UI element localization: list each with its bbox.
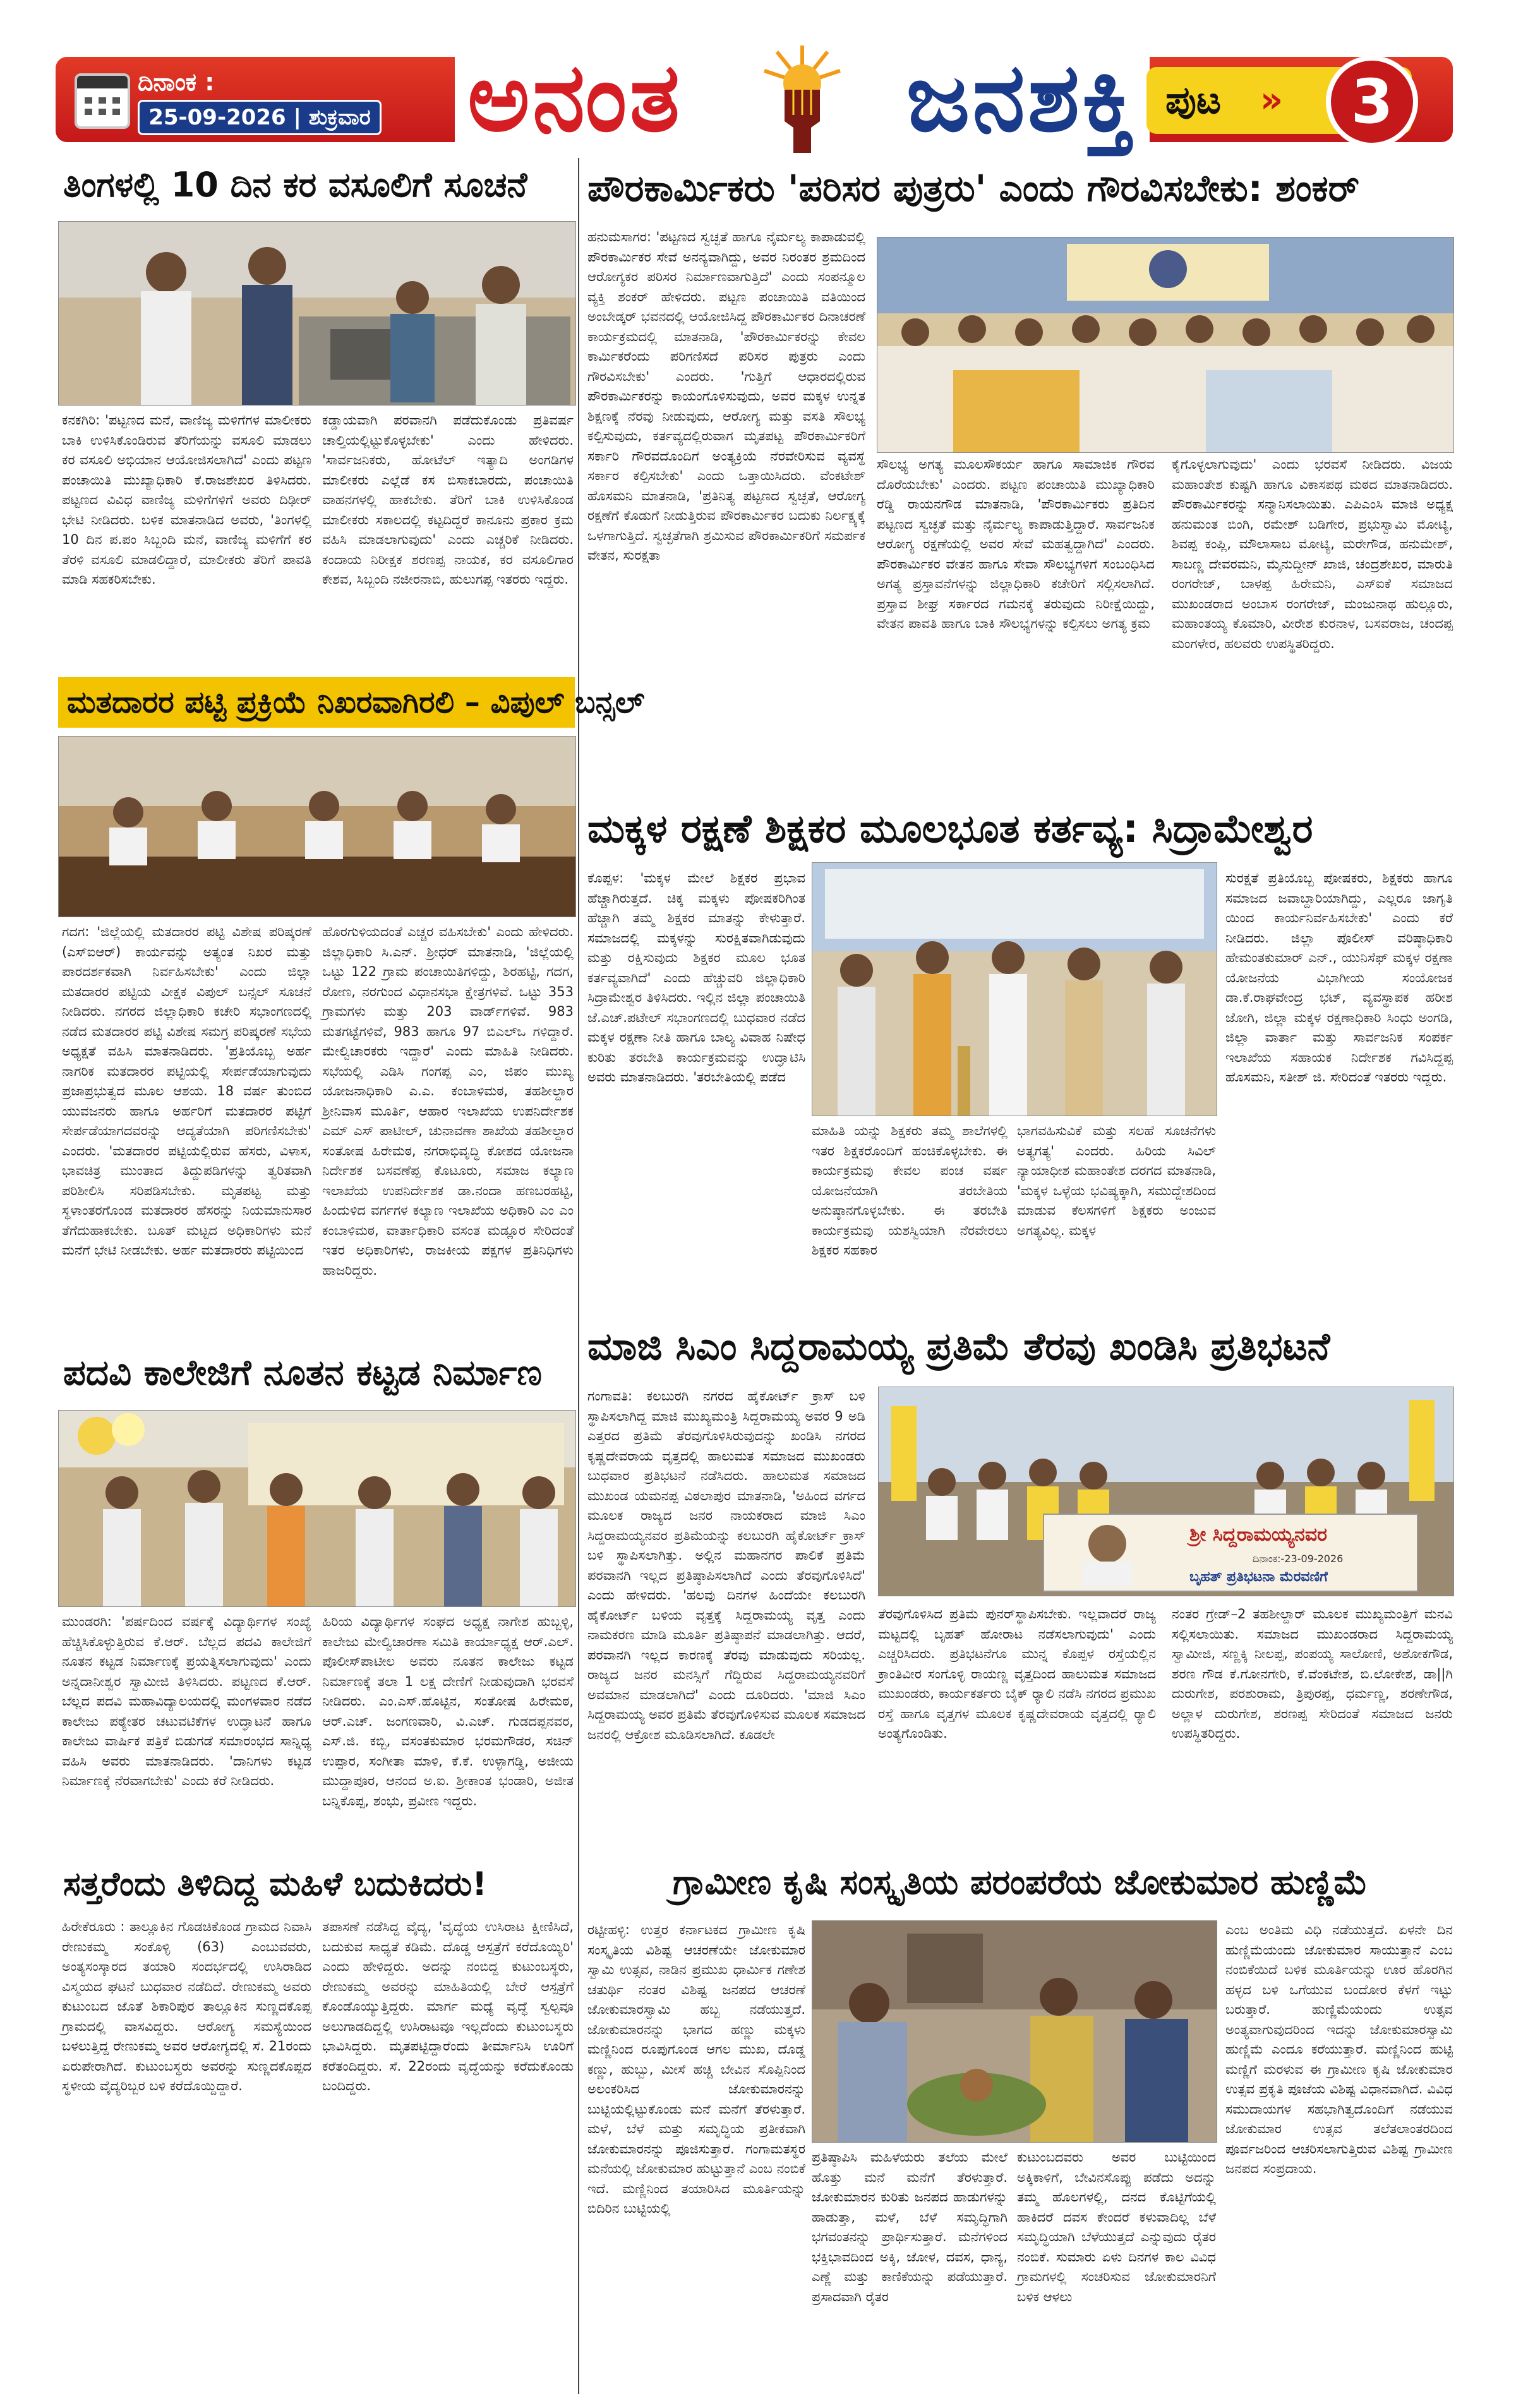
article-jokumara-col4: ಎಂಬ ಅಂತಿಮ ವಿಧಿ ನಡೆಯುತ್ತದೆ. ಏಳನೇ ದಿನ ಹುಣ್ಣಿಮೆಯಂದು ಜೋಕುಮಾರ ಸಾಯುತ್ತಾನೆ ಎಂಬ ನಂಬಿಕೆಯಿದೆ ಬಳಿಕ ಮೂರ್ತಿಯನ್ನು ಊರ ಹೊರಗಿನ ಹಳ್ಳದ ಬಳಿ ಒಗೆಯುವ ಬಂದೋರ ಕೆಳಗೆ ಇಟ್ಟು ಬರುತ್ತಾರೆ. ಹುಣ್ಣಿಮೆಯಂದು ಉತ್ಸವ ಅಂತ್ಯವಾಗುವುದರಿಂದ ಇದನ್ನು ಜೋಕುಮಾರಸ್ವಾಮಿ ಹುಣ್ಣಿಮೆ ಎಂದೂ ಕರೆಯುತ್ತಾರೆ. ಮಣ್ಣಿನಿಂದ ಹುಟ್ಟಿ ಮಣ್ಣಿಗೆ ಮರಳುವ ಈ ಗ್ರಾಮೀಣ ಕೃಷಿ ಜೋಕುಮಾರ ಉತ್ಸವ ಪ್ರಕೃತಿ ಪೂಜೆಯ ವಿಶಿಷ್ಟ ವಿಧಾನವಾಗಿದೆ. ವಿವಿಧ ಸಮುದಾಯಗಳ ಸಹಭಾಗಿತ್ವದೊಂದಿಗೆ ನಡೆಯುವ ಜೋಕುಮಾರ ಉತ್ಸವ ತಲೆತಲಾಂತರದಿಂದ ಪೂರ್ವಜರಿಂದ ಆಚರಿಸಲಾಗುತ್ತಿರುವ ವಿಶಿಷ್ಟ ಗ್ರಾಮೀಣ ಜನಪದ ಸಂಪ್ರದಾಯ. <box>1225 1922 1453 2176</box>
banner-date: ದಿನಾಂಕ:-23-09-2026 <box>1253 1553 1344 1565</box>
article-statue-protest-col2: ತೆರವುಗೊಳಿಸಿದ ಪ್ರತಿಮೆ ಪುನರ್‌ಸ್ಥಾಪಿಸಬೇಕು. ಇಲ್ಲವಾದರೆ ರಾಜ್ಯ ಮಟ್ಟದಲ್ಲಿ ಬೃಹತ್ ಹೋರಾಟ ನಡೆಸಲಾಗುವುದು' ಎಂದು ಎಚ್ಚರಿಸಿದರು. ಪ್ರತಿಭಟನೆಗೂ ಮುನ್ನ ಕೊಪ್ಪಳ ರಸ್ತೆಯಲ್ಲಿನ ಕ್ರಾಂತಿವೀರ ಸಂಗೊಳ್ಳಿ ರಾಯಣ್ಣ ವೃತ್ತದಿಂದ ಹಾಲುಮತ ಸಮಾಜದ ಮುಖಂಡರು, ಕಾರ್ಯಕರ್ತರು ಬೈಕ್ ರ‍್ಯಾಲಿ ನಡೆಸಿ ನಗರದ ಪ್ರಮುಖ ರಸ್ತೆ ಹಾಗೂ ವೃತ್ತಗಳ ಮೂಲಕ ಕೃಷ್ಣದೇವರಾಯ ವೃತ್ತದಲ್ಲಿ ರ‍್ಯಾಲಿ ಅಂತ್ಯಗೊಂಡಿತು. <box>878 1606 1156 1741</box>
article-pourakarmika-col1: ಹನುಮಸಾಗರ: 'ಪಟ್ಟಣದ ಸ್ವಚ್ಛತೆ ಹಾಗೂ ನೈರ್ಮಲ್ಯ ಕಾಪಾಡುವಲ್ಲಿ ಪೌರಕಾರ್ಮಿಕರ ಸೇವೆ ಅನನ್ಯವಾಗಿದ್ದು, ಅವರ ನಿರಂತರ ಶ್ರಮದಿಂದ ಆರೋಗ್ಯಕರ ಪರಿಸರ ನಿರ್ಮಾಣವಾಗುತ್ತಿದೆ' ಎಂದು ಸಂಪನ್ಮೂಲ ವ್ಯಕ್ತಿ ಶಂಕರ್ ಹೇಳಿದರು. ಪಟ್ಟಣ ಪಂಚಾಯಿತಿ ವತಿಯಿಂದ ಅಂಬೇಡ್ಕರ್ ಭವನದಲ್ಲಿ ಆಯೋಜಿಸಿದ್ದ ಪೌರಕಾರ್ಮಿಕರ ದಿನಾಚರಣೆ ಕಾರ್ಯಕ್ರಮದಲ್ಲಿ ಮಾತನಾಡಿ, 'ಪೌರಕಾರ್ಮಿಕರನ್ನು ಕೇವಲ ಕಾರ್ಮಿಕರೆಂದು ಪರಿಗಣಿಸದೆ ಪರಿಸರ ಪುತ್ರರು ಎಂದು ಗೌರವಿಸಬೇಕು' ಎಂದರು. 'ಗುತ್ತಿಗೆ ಆಧಾರದಲ್ಲಿರುವ ಪೌರಕಾರ್ಮಿಕರನ್ನು ಕಾಯಂಗೊಳಿಸುವುದು, ಅವರ ಮಕ್ಕಳ ಉನ್ನತ ಶಿಕ್ಷಣಕ್ಕೆ ನೆರವು ನೀಡುವುದು, ಆರೋಗ್ಯ ಮತ್ತು ವಸತಿ ಸೌಲಭ್ಯ ಕಲ್ಪಿಸುವುದು, ಕರ್ತವ್ಯದಲ್ಲಿರುವಾಗ ಮೃತಪಟ್ಟ ಪೌರಕಾರ್ಮಿಕರಿಗೆ ಸರ್ಕಾರಿ ಗೌರವದೊಂದಿಗೆ ಅಂತ್ಯಕ್ರಿಯೆ ನೆರವೇರಿಸುವ ವ್ಯವಸ್ಥೆ ಸರ್ಕಾರ ಕಲ್ಪಿಸಬೇಕು' ಎಂದು ಒತ್ತಾಯಿಸಿದರು. ವೆಂಕಟೇಶ್ ಹೊಸಮನಿ ಮಾತನಾಡಿ, 'ಪ್ರತಿನಿತ್ಯ ಪಟ್ಟಣದ ಸ್ವಚ್ಛತೆ, ಆರೋಗ್ಯ ರಕ್ಷಣೆಗೆ ಕೊಡುಗೆ ನೀಡುತ್ತಿರುವ ಪೌರಕಾರ್ಮಿಕರ ಬದುಕು ನಿರ್ಲಕ್ಷ್ಯಕ್ಕೆ ಒಳಗಾಗುತ್ತಿದೆ. ಸ್ವಚ್ಛತೆಗಾಗಿ ಶ್ರಮಿಸುವ ಪೌರಕಾರ್ಮಿಕರಿಗೆ ಸಮರ್ಪಕ ವೇತನ, ಸುರಕ್ಷತಾ <box>587 229 865 563</box>
newspaper-logo <box>455 39 1150 159</box>
article-jokumara-col1: ರಟ್ಟೀಹಳ್ಳಿ: ಉತ್ತರ ಕರ್ನಾಟಕದ ಗ್ರಾಮೀಣ ಕೃಷಿ ಸಂಸ್ಕೃತಿಯ ವಿಶಿಷ್ಟ ಆಚರಣೆಯೇ ಜೋಕುಮಾರ ಸ್ವಾಮಿ ಉತ್ಸವ, ನಾಡಿನ ಪ್ರಮುಖ ಧಾರ್ಮಿಕ ಗಣೇಶ ಚತುರ್ಥಿ ನಂತರ ವಿಶಿಷ್ಟ ಜನಪದ ಆಚರಣೆ ಜೋಕುಮಾರಸ್ವಾಮಿ ಹಬ್ಬ ನಡೆಯುತ್ತದೆ. ಜೋಕುಮಾರನನ್ನು ಭಾಗದ ಹಣ್ಣು ಮಕ್ಕಳು ಮಣ್ಣಿನಿಂದ ರೂಪುಗೊಂಡ ಆಗಲ ಮುಖ, ದೊಡ್ಡ ಕಣ್ಣು, ಹುಬ್ಬು, ಮೀಸೆ ಹಚ್ಚಿ ಬೇವಿನ ಸೊಪ್ಪಿನಿಂದ ಅಲಂಕರಿಸಿದ ಜೋಕುಮಾರನನ್ನು ಬುಟ್ಟಿಯಲ್ಲಿಟ್ಟುಕೊಂಡು ಮನೆ ಮನೆಗೆ ತೆರಳುತ್ತಾರೆ. ಮಳೆ, ಬೆಳೆ ಮತ್ತು ಸಮೃದ್ಧಿಯ ಪ್ರತೀಕವಾಗಿ ಜೋಕುಮಾರನನ್ನು ಪೂಜಿಸುತ್ತಾರೆ. ಗಂಗಾಮತಸ್ಥರ ಮನೆಯಲ್ಲಿ ಜೋಕುಮಾರ ಹುಟ್ಟುತ್ತಾನೆ ಎಂಬ ನಂಬಿಕೆ ಇದೆ. ಮಣ್ಣಿನಿಂದ ತಯಾರಿಸಿದ ಮೂರ್ತಿಯನ್ನು ಬಿದಿರಿನ ಬುಟ್ಟಿಯಲ್ಲಿ <box>587 1922 805 2216</box>
headline-pourakarmika: ಪೌರಕಾರ್ಮಿಕರು 'ಪರಿಸರ ಪುತ್ರರು' ಎಂದು ಗೌರವಿಸಬೇಕು: ಶಂಕರ್ <box>587 167 1360 210</box>
date-value: 25-09-2026 | ಶುಕ್ರವಾರ <box>138 100 382 135</box>
logo-title-left: ಅನಂತ <box>467 43 683 153</box>
logo-title-right: ಜನಶಕ್ತಿ <box>906 43 1137 153</box>
article-pourakarmika-col3: ಕೈಗೊಳ್ಳಲಾಗುವುದು' ಎಂದು ಭರವಸೆ ನೀಡಿದರು. ವಿಜಯ ಮಹಾಂತೇಶ ಕುಷ್ಟಗಿ ಹಾಗೂ ವಿಕಾಸಪಥ ಮಠದ ಮಾತನಾಡಿದರು. ಪೌರಕಾರ್ಮಿಕರನ್ನು ಸನ್ಮಾನಿಸಲಾಯಿತು. ಎಪಿಎಂಸಿ ಮಾಜಿ ಅಧ್ಯಕ್ಷ ಹನುಮಂತ ಬಿಂಗಿ, ರಮೇಶ್ ಬಡಿಗೇರ, ಪ್ರಭುಸ್ವಾಮಿ ಮೋಟ್ಯಿ, ಶಿವಪ್ಪ ಕಂಪ್ಲಿ, ಮೌಲಾಸಾಬ ಮೋಟ್ಯಿ, ಮರೇಗೌಡ, ಹನುಮೇಶ್, ಸಾಬಣ್ಣ ದೇವರಮನಿ, ಮೈನುದ್ದೀನ್ ಖಾಜಿ, ಚಂದ್ರಶೇಖರ, ಮಾರುತಿ ರಂಗರೇಜ್, ಬಾಳಪ್ಪ ಹಿರೇಮನಿ, ಎಸ್‌ಐಕೆ ಸಮಾಜದ ಮುಖಂಡರಾದ ಅಂಬಾಸ ರಂಗರೇಜ್, ಮಂಜುನಾಥ ಹುಲ್ಲೂರು, ಮಹಾಂತಯ್ಯ ಕೊಮಾರಿ, ವೀರೇಶ ಕುರನಾಳ, ಬಸವರಾಜ, ಚಂದಪ್ಪ ಮಂಗಳೇರ, ಹಲವರು ಉಪಸ್ಥಿತರಿದ್ದರು. <box>1172 457 1453 651</box>
photo-jokumara-festival <box>812 1920 1217 2143</box>
page-label: ಪುಟ <box>1165 78 1222 123</box>
headline-child-protection: ಮಕ್ಕಳ ರಕ್ಷಣೆ ಶಿಕ್ಷಕರ ಮೂಲಭೂತ ಕರ್ತವ್ಯ: ಸಿದ್ರಾಮೇಶ್ವರ <box>587 805 1313 852</box>
photo-college-event <box>58 1410 576 1607</box>
page-indicator <box>1146 66 1412 137</box>
banner-title: ಶ್ರೀ ಸಿದ್ದರಾಮಯ್ಯನವರ <box>1189 1524 1327 1546</box>
protest-banner <box>1043 1514 1418 1592</box>
banner-portrait-graphic <box>1057 1519 1158 1587</box>
article-jokumara-col2: ಪ್ರತಿಷ್ಠಾಪಿಸಿ ಮಹಿಳೆಯರು ತಲೆಯ ಮೇಲೆ ಹೊತ್ತು ಮನೆ ಮನೆಗೆ ತೆರಳುತ್ತಾರೆ. ಜೋಕುಮಾರನ ಕುರಿತು ಜನಪದ ಹಾಡುಗಳನ್ನು ಹಾಡುತ್ತಾ, ಮಳೆ, ಬೆಳೆ ಸಮೃದ್ಧಿಗಾಗಿ ಭಗವಂತನನ್ನು ಪ್ರಾರ್ಥಿಸುತ್ತಾರೆ. ಮನೆಗಳಿಂದ ಭಕ್ತಿಭಾವದಿಂದ ಅಕ್ಕಿ, ಜೋಳ, ದವಸ, ಧಾನ್ಯ, ಎಣ್ಣೆ ಮತ್ತು ಕಾಣಿಕೆಯನ್ನು ಪಡೆಯುತ್ತಾರೆ. ಪ್ರಸಾದವಾಗಿ ರೈತರ <box>812 2150 1008 2304</box>
article-jokumara-col3: ಕುಟುಂಬದವರು ಅವರ ಬುಟ್ಟಿಯಿಂದ ಅಕ್ಕಿಕಾಳಿಗೆ, ಬೇವಿನಸೊಪ್ಪು ಪಡೆದು ಅದನ್ನು ತಮ್ಮ ಹೊಲಗಳಲ್ಲಿ, ದನದ ಕೊಟ್ಟಿಗೆಯಲ್ಲಿ ಹಾಕಿದರೆ ದವಸ ಕೇಂದರೆ ಕಳುವಾದಿಲ್ಲ ಬೆಳೆ ಸಮೃದ್ಧಿಯಾಗಿ ಬೆಳೆಯುತ್ತದೆ ಎನ್ನುವುದು ರೈತರ ನಂಬಿಕೆ. ಸುಮಾರು ಏಳು ದಿನಗಳ ಕಾಲ ವಿವಿಧ ಗ್ರಾಮಗಳಲ್ಲಿ ಸಂಚರಿಸುವ ಜೋಕುಮಾರನಿಗೆ ಬಳಿಕ ಆಳಲು <box>1017 2150 1216 2304</box>
article-college-col2: ಹಿರಿಯ ವಿದ್ಯಾರ್ಥಿಗಳ ಸಂಘದ ಅಧ್ಯಕ್ಷ ನಾಗೇಶ ಹುಬ್ಬಳ್ಳಿ, ಕಾಲೇಜು ಮೇಲ್ವಿಚಾರಣಾ ಸಮಿತಿ ಕಾರ್ಯಾಧ್ಯಕ್ಷ ಆರ್.ಎಲ್. ಪೊಲೀಸ್‌ಪಾಟೀಲ ಅವರು ನೂತನ ಕಾಲೇಜು ಕಟ್ಟಡ ನಿರ್ಮಾಣಕ್ಕೆ ತಲಾ 1 ಲಕ್ಷ ದೇಣಿಗೆ ನೀಡುವುದಾಗಿ ಭರವಸೆ ನೀಡಿದರು. ಎಂ.ಎಸ್.ಹೊಟ್ಟಿನ, ಸಂತೋಷ ಹಿರೇಮಠ, ಆರ್.ಎಚ್. ಜಂಗಣವಾರಿ, ವಿ.ಎಚ್. ಗುಡದಪ್ಪನವರ, ಎಸ್.ಜಿ. ಕಬ್ಬಿ, ವಸಂತಕುಮಾರ ಭರಮಗೌಡರ, ಸಚಿನ್ ಉಪ್ಪಾರ, ಸಂಗೀತಾ ಮಾಳಿ, ಕೆ.ಕೆ. ಉಳ್ಳಾಗಡ್ಡಿ, ಅಜೀಯ ಮುದ್ದಾಪೂರ, ಆನಂದ ಅ.ಐ. ಶ್ರೀಕಾಂತ ಭಂಡಾರಿ, ಅಜೀತ ಬನ್ನಿಕೊಪ್ಪ, ಶಂಭು, ಪ್ರವೀಣ ಇದ್ದರು. <box>322 1614 574 1809</box>
article-child-protection-col2: ಮಾಹಿತಿ ಯನ್ನು ಶಿಕ್ಷಕರು ತಮ್ಮ ಶಾಲೆಗಳಲ್ಲಿ ಇತರ ಶಿಕ್ಷಕರೊಂದಿಗೆ ಹಂಚಿಕೊಳ್ಳಬೇಕು. ಈ ಕಾರ್ಯಕ್ರಮವು ಕೇವಲ ಪಂಚ ವರ್ಷ ಯೋಜನೆಯಾಗಿ ತರಬೇತಿಯ ಅನುಷ್ಠಾನಗೊಳ್ಳಬೇಕು. ಈ ತರಬೇತಿ ಕಾರ್ಯಕ್ರಮವು ಯಶಸ್ವಿಯಾಗಿ ನೆರವೇರಲು ಶಿಕ್ಷಕರ ಸಹಕಾರ <box>812 1123 1008 1258</box>
article-child-protection-col1: ಕೊಪ್ಪಳ: 'ಮಕ್ಕಳ ಮೇಲೆ ಶಿಕ್ಷಕರ ಪ್ರಭಾವ ಹೆಚ್ಚಾಗಿರುತ್ತದೆ. ಚಿಕ್ಕ ಮಕ್ಕಳು ಪೋಷಕರಿಗಿಂತ ಹೆಚ್ಚಾಗಿ ತಮ್ಮ ಶಿಕ್ಷಕರ ಮಾತನ್ನು ಕೇಳುತ್ತಾರೆ. ಸಮಾಜದಲ್ಲಿ ಮಕ್ಕಳನ್ನು ಸುರಕ್ಷಿತವಾಗಿಡುವುದು ಮತ್ತು ರಕ್ಷಿಸುವುದು ಶಿಕ್ಷಕರ ಮೂಲ ಭೂತ ಕರ್ತವ್ಯವಾಗಿದೆ' ಎಂದು ಹೆಚ್ಚುವರಿ ಜಿಲ್ಲಾಧಿಕಾರಿ ಸಿದ್ರಾಮೇಶ್ವರ ತಿಳಿಸಿದರು. ಇಲ್ಲಿನ ಜಿಲ್ಲಾ ಪಂಚಾಯಿತಿ ಜೆ.ಎಚ್.ಪಟೇಲ್ ಸಭಾಂಗಣದಲ್ಲಿ ಬುಧವಾರ ನಡೆದ ಮಕ್ಕಳ ರಕ್ಷಣಾ ನೀತಿ ಹಾಗೂ ಬಾಲ್ಯ ವಿವಾಹ ನಿಷೇಧ ಕುರಿತು ತರಬೇತಿ ಕಾರ್ಯಕ್ರಮವನ್ನು ಉದ್ಘಾಟಿಸಿ ಅವರು ಮಾತನಾಡಿದರು. 'ತರಬೇತಿಯಲ್ಲಿ ಪಡೆದ <box>587 870 805 1085</box>
article-statue-protest-col1: ಗಂಗಾವತಿ: ಕಲಬುರಗಿ ನಗರದ ಹೈಕೋರ್ಟ್ ಕ್ರಾಸ್ ಬಳಿ ಸ್ಥಾಪಿಸಲಾಗಿದ್ದ ಮಾಜಿ ಮುಖ್ಯಮಂತ್ರಿ ಸಿದ್ದರಾಮಯ್ಯ ಅವರ 9 ಅಡಿ ಎತ್ತರದ ಪ್ರತಿಮೆ ತೆರವುಗೊಳಿಸಿರುವುದನ್ನು ಖಂಡಿಸಿ ನಗರದ ಕೃಷ್ಣದೇವರಾಯ ವೃತ್ತದಲ್ಲಿ ಹಾಲುಮತ ಸಮಾಜದ ಮುಖಂಡರು ಬುಧವಾರ ಪ್ರತಿಭಟನೆ ನಡೆಸಿದರು. ಹಾಲುಮತ ಸಮಾಜದ ಮುಖಂಡ ಯಮನಪ್ಪ ವಿಠಲಾಪುರ ಮಾತನಾಡಿ, 'ಅಹಿಂದ ವರ್ಗದ ಮೂಲಕ ರಾಜ್ಯದ ಜನರ ನಾಯಕರಾದ ಮಾಜಿ ಸಿಎಂ ಸಿದ್ದರಾಮಯ್ಯನವರ ಪ್ರತಿಮೆಯನ್ನು ಕಲಬುರಗಿ ಹೈಕೋರ್ಟ್ ಕ್ರಾಸ್ ಬಳಿ ಸ್ಥಾಪಿಸಲಾಗಿತ್ತು. ಅಲ್ಲಿನ ಮಹಾನಗರ ಪಾಲಿಕೆ ಪ್ರತಿಮೆ ಪರವಾನಗಿ ಇಲ್ಲದ ಪ್ರತಿಷ್ಠಾಪಿಸಲಾಗಿದೆ ಎಂದು ತೆರವುಗೊಳಿಸಿದೆ' ಎಂದು ಹೇಳಿದರು. 'ಹಲವು ದಿನಗಳ ಹಿಂದೆಯೇ ಕಲಬುರಗಿ ಹೈಕೋರ್ಟ್ ಬಳಿಯ ವೃತ್ತಕ್ಕೆ ಸಿದ್ದರಾಮಯ್ಯ ವೃತ್ತ ಎಂದು ನಾಮಕರಣ ಮಾಡಿ ಮೂರ್ತಿ ಪ್ರತಿಷ್ಠಾಪನೆ ಮಾಡಲಾಗಿತ್ತು. ಆದರೆ, ಪರವಾನಗಿ ಇಲ್ಲದ ಕಾರಣಕ್ಕೆ ತೆರವು ಮಾಡುವುದು ಸರಿಯಲ್ಲ. ರಾಜ್ಯದ ಜನರ ಮನಸ್ಸಿಗೆ ಗೆದ್ದಿರುವ ಸಿದ್ದರಾಮಯ್ಯನವರಿಗೆ ಅವಮಾನ ಮಾಡಲಾಗಿದೆ' ಎಂದು ದೂರಿದರು. 'ಮಾಜಿ ಸಿಎಂ ಸಿದ್ದರಾಮಯ್ಯ ಅವರ ಪ್ರತಿಮೆ ತೆರವುಗೊಳಿಸುವ ಮೂಲಕ ಸಮಾಜದ ಜನರಲ್ಲಿ ಆಕ್ರೋಶ ಮೂಡಿಸಲಾಗಿದೆ. ಕೂಡಲೇ <box>587 1388 865 1742</box>
article-pourakarmika-col2: ಸೌಲಭ್ಯ ಅಗತ್ಯ ಮೂಲಸೌಕರ್ಯ ಹಾಗೂ ಸಾಮಾಜಿಕ ಗೌರವ ದೊರೆಯಬೇಕು' ಎಂದರು. ಪಟ್ಟಣ ಪಂಚಾಯಿತಿ ಮುಖ್ಯಾಧಿಕಾರಿ ರೆಡ್ಡಿ ರಾಯನಗೌಡ ಮಾತನಾಡಿ, 'ಪೌರಕಾರ್ಮಿಕರು ಪ್ರತಿದಿನ ಪಟ್ಟಣದ ಸ್ವಚ್ಛತೆ ಮತ್ತು ನೈರ್ಮಲ್ಯ ಕಾಪಾಡುತ್ತಿದ್ದಾರೆ. ಸಾರ್ವಜನಿಕ ಆರೋಗ್ಯ ರಕ್ಷಣೆಯಲ್ಲಿ ಅವರ ಸೇವೆ ಮಹತ್ವದ್ದಾಗಿದೆ' ಎಂದರು. ಪೌರಕಾರ್ಮಿಕರ ವೇತನ ಹಾಗೂ ಸೇವಾ ಸೌಲಭ್ಯಗಳಿಗೆ ಸಂಬಂಧಿಸಿದ ಅಗತ್ಯ ಪ್ರಸ್ತಾವನೆಗಳನ್ನು ಜಿಲ್ಲಾಧಿಕಾರಿ ಕಚೇರಿಗೆ ಸಲ್ಲಿಸಲಾಗಿದೆ. ಪ್ರಸ್ತಾವ ಶೀಘ್ರ ಸರ್ಕಾರದ ಗಮನಕ್ಕೆ ತರುವುದು ನಿರೀಕ್ಷೆಯಿದ್ದು, ವೇತನ ಪಾವತಿ ಹಾಗೂ ಬಾಕಿ ಸೌಲಭ್ಯಗಳನ್ನು ಕಲ್ಪಿಸಲು ಅಗತ್ಯ ಕ್ರಮ <box>877 457 1155 631</box>
photo-child-protection-event <box>812 862 1217 1116</box>
photo-voter-list-meeting <box>58 736 576 917</box>
photo-tax-collection <box>58 221 576 406</box>
headline-jokumara: ಗ್ರಾಮೀಣ ಕೃಷಿ ಸಂಸ್ಕೃತಿಯ ಪರಂಪರೆಯ ಜೋಕುಮಾರ ಹುಣ್ಣಿಮೆ <box>673 1862 1368 1902</box>
headline-statue-protest: ಮಾಜಿ ಸಿಎಂ ಸಿದ್ದರಾಮಯ್ಯ ಪ್ರತಿಮೆ ತೆರವು ಖಂಡಿಸಿ ಪ್ರತಿಭಟನೆ <box>587 1325 1330 1369</box>
article-woman-alive-col1: ಹಿರೇಕೆರೂರು : ತಾಲ್ಲೂಕಿನ ಗೊಡಚಿಕೊಂಡ ಗ್ರಾಮದ ನಿವಾಸಿ ರೇಣುಕಮ್ಮ ಸಂಕೊಳ್ಳಿ (63) ಎಂಬುವವರು, ಅಂತ್ಯಸಂಸ್ಕಾರದ ತಯಾರಿ ಸಂದರ್ಭದಲ್ಲಿ ಉಸಿರಾಡಿದ ವಿಸ್ಮಯದ ಘಟನೆ ಬುಧವಾರ ನಡೆದಿದೆ. ರೇಣುಕಮ್ಮ ಅವರು ಕುಟುಂಬದ ಜೊತೆ ಶಿಕಾರಿಪುರ ತಾಲ್ಲೂಕಿನ ಸುಣ್ಣದಕೊಪ್ಪ ಗ್ರಾಮದಲ್ಲಿ ವಾಸವಿದ್ದರು. ಆರೋಗ್ಯ ಸಮಸ್ಯೆಯಿಂದ ಬಳಲುತ್ತಿದ್ದ ರೇಣುಕಮ್ಮ ಅವರ ಆರೋಗ್ಯದಲ್ಲಿ ಸೆ. 21ರಂದು ಏರುಪೇರಾಗಿದೆ. ಕುಟುಂಬಸ್ಥರು ಅವರನ್ನು ಸುಣ್ಣದಕೊಪ್ಪದ ಸ್ಥಳೀಯ ವೈದ್ಯರಿಬ್ಬರ ಬಳಿ ಕರೆದೊಯ್ದಿದ್ದಾರೆ. <box>62 1919 311 2093</box>
headline-college-building: ಪದವಿ ಕಾಲೇಜಿಗೆ ನೂತನ ಕಟ್ಟಡ ನಿರ್ಮಾಣ <box>63 1352 542 1394</box>
article-voter-list-col1: ಗದಗ: 'ಜಿಲ್ಲೆಯಲ್ಲಿ ಮತದಾರರ ಪಟ್ಟಿ ವಿಶೇಷ ಪರಿಷ್ಕರಣೆ (ಎಸ್‌ಐಆರ್) ಕಾರ್ಯವನ್ನು ಅತ್ಯಂತ ನಿಖರ ಮತ್ತು ಪಾರದರ್ಶಕವಾಗಿ ನಿರ್ವಹಿಸಬೇಕು' ಎಂದು ಜಿಲ್ಲಾ ಮತದಾರರ ಪಟ್ಟಿಯ ವೀಕ್ಷಕ ವಿಪುಲ್ ಬನ್ಸಲ್ ಸೂಚನೆ ನೀಡಿದರು. ನಗರದ ಜಿಲ್ಲಾಧಿಕಾರಿ ಕಚೇರಿ ಸಭಾಂಗಣದಲ್ಲಿ ನಡೆದ ಮತದಾರರ ಪಟ್ಟಿ ವಿಶೇಷ ಸಮಗ್ರ ಪರಿಷ್ಕರಣೆ ಸಭೆಯ ಅಧ್ಯಕ್ಷತೆ ವಹಿಸಿ ಮಾತನಾಡಿದರು. 'ಪ್ರತಿಯೊಬ್ಬ ಅರ್ಹ ನಾಗರಿಕ ಮತದಾರರ ಪಟ್ಟಿಯಲ್ಲಿ ಸೇರ್ಪಡೆಯಾಗುವುದು ಪ್ರಜಾಪ್ರಭುತ್ವದ ಮೂಲ ಆಶಯ. 18 ವರ್ಷ ತುಂಬಿದ ಯುವಜನರು ಹಾಗೂ ಅರ್ಹರಿಗೆ ಮತದಾರರ ಪಟ್ಟಿಗೆ ಸೇರ್ಪಡೆಯಾಗದವರನ್ನು ಆದ್ಯತೆಯಾಗಿ ಪರಿಗಣಿಸಬೇಕು' ಎಂದರು. 'ಮತದಾರರ ಪಟ್ಟಿಯಲ್ಲಿರುವ ಹೆಸರು, ವಿಳಾಸ, ಭಾವಚಿತ್ರ ಮುಂತಾದ ತಿದ್ದುಪಡಿಗಳನ್ನು ತ್ವರಿತವಾಗಿ ಪರಿಶೀಲಿಸಿ ಸರಿಪಡಿಸಬೇಕು. ಮೃತಪಟ್ಟ ಮತ್ತು ಸ್ಥಳಾಂತರಗೊಂಡ ಮತದಾರರ ಹೆಸರನ್ನು ನಿಯಮಾನುಸಾರ ತೆಗೆದುಹಾಕಬೇಕು. ಬೂತ್ ಮಟ್ಟದ ಅಧಿಕಾರಿಗಳು ಮನೆ ಮನೆಗೆ ಭೇಟಿ ನೀಡಬೇಕು. ಅರ್ಹ ಮತದಾರರು ಪಟ್ಟಿಯಿಂದ <box>62 924 311 1258</box>
photo-pourakarmika-felicitation <box>877 237 1454 453</box>
column-divider <box>578 158 579 2394</box>
photo-statue-protest <box>878 1387 1454 1596</box>
date-label: ದಿನಾಂಕ : <box>138 68 215 96</box>
article-voter-list-col2: ಹೊರಗುಳಿಯದಂತೆ ಎಚ್ಚರ ವಹಿಸಬೇಕು' ಎಂದು ಹೇಳಿದರು. ಜಿಲ್ಲಾಧಿಕಾರಿ ಸಿ.ಎನ್. ಶ್ರೀಧರ್ ಮಾತನಾಡಿ, 'ಜಿಲ್ಲೆಯಲ್ಲಿ ಒಟ್ಟು 122 ಗ್ರಾಮ ಪಂಚಾಯಿತಿಗಳಿದ್ದು, ಶಿರಹಟ್ಟಿ, ಗದಗ, ರೋಣ, ನರಗುಂದ ವಿಧಾನಸಭಾ ಕ್ಷೇತ್ರಗಳಿವೆ. ಒಟ್ಟು 353 ಗ್ರಾಮಗಳು ಮತ್ತು 203 ವಾರ್ಡ್‌ಗಳಿವೆ. 983 ಮತಗಟ್ಟೆಗಳಿವೆ, 983 ಹಾಗೂ 97 ಬಿಎಲ್‌ಒ ಗಳಿದ್ದಾರೆ. ಮೇಲ್ವಿಚಾರಕರು ಇದ್ದಾರೆ' ಎಂದು ಮಾಹಿತಿ ನೀಡಿದರು. ಸಭೆಯಲ್ಲಿ ಎಡಿಸಿ ಗಂಗಪ್ಪ ಎಂ, ಜಿಪಂ ಮುಖ್ಯ ಯೋಜನಾಧಿಕಾರಿ ಎ.ಎ. ಕಂಬಾಳಿಮಠ, ತಹಶೀಲ್ದಾರ ಶ್ರೀನಿವಾಸ ಮೂರ್ತಿ, ಆಹಾರ ಇಲಾಖೆಯ ಉಪನಿರ್ದೇಶಕ ಎಮ್ ಎಸ್ ಪಾಟೀಲ್, ಚುನಾವಣಾ ಶಾಖೆಯ ತಹಶೀಲ್ದಾರ ಸಂತೋಷ ಹಿರೇಮಠ, ನಗರಾಭಿವೃದ್ಧಿ ಕೋಶದ ಯೋಜನಾ ನಿರ್ದೇಶಕ ಬಸವಣೆಪ್ಪ ಕೊಟೂರು, ಸಮಾಜ ಕಲ್ಯಾಣ ಇಲಾಖೆಯ ಉಪನಿರ್ದೇಶಕ ಡಾ.ನಂದಾ ಹಣಬರಹಟ್ಟಿ, ಹಿಂದುಳಿದ ವರ್ಗಗಳ ಕಲ್ಯಾಣ ಇಲಾಖೆಯ ಅಧಿಕಾರಿ ಎಂ ಎಂ ಕಂಬಾಳಿಮಠ, ವಾರ್ತಾಧಿಕಾರಿ ವಸಂತ ಮಡ್ಲೂರ ಸೇರಿದಂತೆ ಇತರ ಅಧಿಕಾರಿಗಳು, ರಾಜಕೀಯ ಪಕ್ಷಗಳ ಪ್ರತಿನಿಧಿಗಳು ಹಾಜರಿದ್ದರು. <box>322 924 574 1278</box>
headline-woman-alive: ಸತ್ತರೆಂದು ತಿಳಿದಿದ್ದ ಮಹಿಳೆ ಬದುಕಿದರು! <box>63 1865 487 1903</box>
calendar-icon <box>75 73 130 129</box>
article-child-protection-col3: ಭಾಗವಹಿಸುವಿಕೆ ಮತ್ತು ಸಲಹೆ ಸೂಚನೆಗಳು ಅತ್ಯಗತ್ಯ' ಎಂದರು. ಹಿರಿಯ ಸಿವಿಲ್ ನ್ಯಾಯಾಧೀಶ ಮಹಾಂತೇಶ ದರಗದ ಮಾತನಾಡಿ, 'ಮಕ್ಕಳ ಒಳ್ಳೆಯ ಭವಿಷ್ಯಕ್ಕಾಗಿ, ಸಮುದ್ದೇಶದಿಂದ ಮಾಡುವ ಕೆಲಸಗಳಿಗೆ ಶಿಕ್ಷಕರು ಅಂಜುವ ಅಗತ್ಯವಿಲ್ಲ. ಮಕ್ಕಳ <box>1017 1123 1216 1238</box>
article-tax-collection-col2: ಕಡ್ಡಾಯವಾಗಿ ಪರವಾನಗಿ ಪಡೆದುಕೊಂಡು ಪ್ರತಿವರ್ಷ ಚಾಲ್ತಿಯಲ್ಲಿಟ್ಟುಕೊಳ್ಳಬೇಕು' ಎಂದು ಹೇಳಿದರು. 'ಸಾರ್ವಜನಿಕರು, ಹೋಟೆಲ್ ಇತ್ಯಾದಿ ಅಂಗಡಿಗಳ ಮಾಲೀಕರು ಎಲ್ಲೆಡೆ ಕಸ ಬಿಸಾಕಬಾರದು, ಪಂಚಾಯಿತಿ ವಾಹನಗಳಲ್ಲಿ ಹಾಕಬೇಕು. ತೆರಿಗೆ ಬಾಕಿ ಉಳಿಸಿಕೊಂಡ ಮಾಲೀಕರು ಸಕಾಲದಲ್ಲಿ ಕಟ್ಟದಿದ್ದರೆ ಕಾನೂನು ಪ್ರಕಾರ ಕ್ರಮ ವಹಿಸಿ ಮಾಡಲಾಗುವುದು' ಎಂದು ಎಚ್ಚರಿಕೆ ನೀಡಿದರು. ಕಂದಾಯ ನಿರೀಕ್ಷಕ ಶರಣಪ್ಪ ನಾಯಕ, ಕರ ವಸೂಲಿಗಾರ ಕೇಶವ, ಸಿಬ್ಬಂದಿ ನಜೀರನಾಬಿ, ಹುಲುಗಪ್ಪ ಇತರರು ಇದ್ದರು. <box>322 412 574 587</box>
page-number: 3 <box>1326 56 1418 148</box>
headline-voter-list: ಮತದಾರರ ಪಟ್ಟಿ ಪ್ರಕ್ರಿಯೆ ನಿಖರವಾಗಿರಲಿ – ವಿಪುಲ್ ಬನ್ಸಲ್ <box>58 677 575 728</box>
raised-fist-icon <box>764 45 840 153</box>
article-college-col1: ಮುಂಡರಗಿ: 'ಪರ್ಷದಿಂದ ವರ್ಷಕ್ಕೆ ವಿದ್ಯಾರ್ಥಿಗಳ ಸಂಖ್ಯೆ ಹೆಚ್ಚಿಸಿಕೊಳ್ಳುತ್ತಿರುವ ಕೆ.ಆರ್. ಬೆಲ್ಲದ ಪದವಿ ಕಾಲೇಜಿಗೆ ನೂತನ ಕಟ್ಟಡ ನಿರ್ಮಾಣಕ್ಕೆ ಪ್ರಯತ್ನಿಸಲಾಗುವುದು' ಎಂದು ಅನ್ನದಾನೀಶ್ವರ ಸ್ವಾಮೀಜಿ ತಿಳಿಸಿದರು. ಪಟ್ಟಣದ ಕೆ.ಆರ್. ಬೆಲ್ಲದ ಪದವಿ ಮಹಾವಿದ್ಯಾಲಯದಲ್ಲಿ ಮಂಗಳವಾರ ನಡೆದ ಕಾಲೇಜು ಪಠ್ಯೇತರ ಚಟುವಟಿಕೆಗಳ ಉದ್ಘಾಟನೆ ಹಾಗೂ ಕಾಲೇಜು ವಾರ್ಷಿಕ ಪತ್ರಿಕೆ ಬಿಡುಗಡೆ ಸಮಾರಂಭದ ಸಾನ್ನಿಧ್ಯ ವಹಿಸಿ ಅವರು ಮಾತನಾಡಿದರು. 'ದಾನಿಗಳು ಕಟ್ಟಡ ನಿರ್ಮಾಣಕ್ಕೆ ನೆರವಾಗಬೇಕು' ಎಂದು ಕರೆ ನೀಡಿದರು. <box>62 1614 311 1788</box>
page-arrow-icon: » <box>1260 80 1284 121</box>
headline-tax-collection: ತಿಂಗಳಲ್ಲಿ 10 ದಿನ ಕರ ವಸೂಲಿಗೆ ಸೂಚನೆ <box>63 165 527 205</box>
date-box <box>75 67 390 134</box>
article-statue-protest-col3: ನಂತರ ಗ್ರೇಡ್–2 ತಹಶೀಲ್ದಾರ್ ಮೂಲಕ ಮುಖ್ಯಮಂತ್ರಿಗೆ ಮನವಿ ಸಲ್ಲಿಸಲಾಯಿತು. ಸಮಾಜದ ಮುಖಂಡರಾದ ಸಿದ್ದರಾಮಯ್ಯ ಸ್ವಾಮೀಜಿ, ಸಣ್ಣಕ್ಕಿ ನೀಲಪ್ಪ, ಪಂಪಯ್ಯ ಸಾಲೋಣಿ, ಅಶೋಕಗೌಡ, ಶರಣ ಗೌಡ ಕೆ.ಗೋನಗೇರಿ, ಕೆ.ವೆಂಕಟೇಶ, ಬಿ.ಲೋಕೇಶ, ಡಾ||ಗಿ ದುರುಗೇಶ, ಪರಶುರಾಮ, ತ್ರಿಪುರಪ್ಪ, ಧರ್ಮಣ್ಣ, ಶರಣೇಗೌಡ, ಅಲ್ಲಾಳ ದುರುಗೇಶ, ಶರಣಪ್ಪ ಸೇರಿದಂತೆ ಸಮಾಜದ ಜನರು ಉಪಸ್ಥಿತರಿದ್ದರು. <box>1172 1606 1453 1741</box>
article-child-protection-col4: ಸುರಕ್ಷತೆ ಪ್ರತಿಯೊಬ್ಬ ಪೋಷಕರು, ಶಿಕ್ಷಕರು ಹಾಗೂ ಸಮಾಜದ ಜವಾಬ್ದಾರಿಯಾಗಿದ್ದು, ಎಲ್ಲರೂ ಜಾಗೃತಿ ಯಿಂದ ಕಾರ್ಯನಿರ್ವಹಿಸಬೇಕು' ಎಂದು ಕರೆ ನೀಡಿದರು. ಜಿಲ್ಲಾ ಪೊಲೀಸ್ ವರಿಷ್ಠಾಧಿಕಾರಿ ಹೇಮಂತಕುಮಾರ್ ಎನ್., ಯುನಿಸೆಫ್ ಮಕ್ಕಳ ರಕ್ಷಣಾ ಯೋಜನೆಯ ವಿಭಾಗೀಯ ಸಂಯೋಜಕ ಡಾ.ಕೆ.ರಾಘವೇಂದ್ರ ಭಟ್, ವ್ಯವಸ್ಥಾಪಕ ಹರೀಶ ಜೋಗಿ, ಜಿಲ್ಲಾ ಮಕ್ಕಳ ರಕ್ಷಣಾಧಿಕಾರಿ ಸಿಂಧು ಅಂಗಡಿ, ಜಿಲ್ಲಾ ವಾರ್ತಾ ಮತ್ತು ಸಾರ್ವಜನಿಕ ಸಂಪರ್ಕ ಇಲಾಖೆಯ ಸಹಾಯಕ ನಿರ್ದೇಶಕ ಗವಿಸಿದ್ದಪ್ಪ ಹೊಸಮನಿ, ಸತೀಶ್ ಜಿ. ಸೇರಿದಂತೆ ಇತರರು ಇದ್ದರು. <box>1225 870 1453 1085</box>
article-woman-alive-col2: ತಪಾಸಣೆ ನಡೆಸಿದ್ದ ವೈದ್ಯ, 'ವೃದ್ಧೆಯ ಉಸಿರಾಟ ಕ್ಷೀಣಿಸಿದೆ, ಬದುಕುವ ಸಾಧ್ಯತೆ ಕಡಿಮೆ. ದೊಡ್ಡ ಆಸ್ಪತ್ರೆಗೆ ಕರೆದೊಯ್ಯಿರಿ' ಎಂದು ಹೇಳಿದ್ದರು. ಅದನ್ನು ನಂಬಿದ್ದ ಕುಟುಂಬಸ್ಥರು, ರೇಣುಕಮ್ಮ ಅವರನ್ನು ಮಾಹಿತಿಯಲ್ಲಿ ಬೇರೆ ಆಸ್ಪತ್ರೆಗೆ ಕೊಂಡೊಯ್ಯುತ್ತಿದ್ದರು. ಮಾರ್ಗ ಮಧ್ಯೆ ವೃದ್ಧೆ ಸ್ವಲ್ಪವೂ ಅಲುಗಾಡದಿದ್ದಲ್ಲಿ ಉಸಿರಾಟವೂ ಇಲ್ಲದೆಂದು ಕುಟುಂಬಸ್ಥರು ಭಾವಿಸಿದ್ದರು. ಮೃತಪಟ್ಟಿದ್ದಾರೆಂದು ತೀರ್ಮಾನಿಸಿ ಊರಿಗೆ ಕರೆತಂದಿದ್ದರು. ಸೆ. 22ರಂದು ವೃದ್ಧೆಯನ್ನು ಕರೆದುಕೊಂಡು ಬಂದಿದ್ದರು. <box>322 1919 574 2093</box>
article-tax-collection-col1: ಕನಕಗಿರಿ: 'ಪಟ್ಟಣದ ಮನೆ, ವಾಣಿಜ್ಯ ಮಳಿಗೆಗಳ ಮಾಲೀಕರು ಬಾಕಿ ಉಳಿಸಿಕೊಂಡಿರುವ ತೆರಿಗೆಯನ್ನು ವಸೂಲಿ ಮಾಡಲು ಕರ ವಸೂಲಿ ಅಭಿಯಾನ ಆಯೋಜಿಸಲಾಗಿದೆ' ಎಂದು ಪಟ್ಟಣ ಪಂಚಾಯಿತಿ ಮುಖ್ಯಾಧಿಕಾರಿ ಕೆ.ರಾಜಶೇಖರ ತಿಳಿಸಿದರು. ಪಟ್ಟಣದ ವಿವಿಧ ವಾಣಿಜ್ಯ ಮಳಿಗೆಗಳಿಗೆ ಅವರು ದಿಢೀರ್ ಭೇಟಿ ನೀಡಿದರು. ಬಳಿಕ ಮಾತನಾಡಿದ ಅವರು, 'ತಿಂಗಳಲ್ಲಿ 10 ದಿನ ಪ.ಪಂ ಸಿಬ್ಬಂದಿ ಮನೆ, ವಾಣಿಜ್ಯ ಮಳಿಗೆಗೆ ಕರ ತೆರಳಿ ವಸೂಲಿ ಮಾಡಲಿದ್ದಾರೆ, ಮಾಲೀಕರು ತೆರಿಗೆ ಪಾವತಿ ಮಾಡಿ ಸಹಕರಿಸಬೇಕು. <box>62 412 311 587</box>
banner-caption: ಬೃಹತ್ ಪ್ರತಿಭಟನಾ ಮೆರವಣಿಗೆ <box>1189 1569 1328 1585</box>
